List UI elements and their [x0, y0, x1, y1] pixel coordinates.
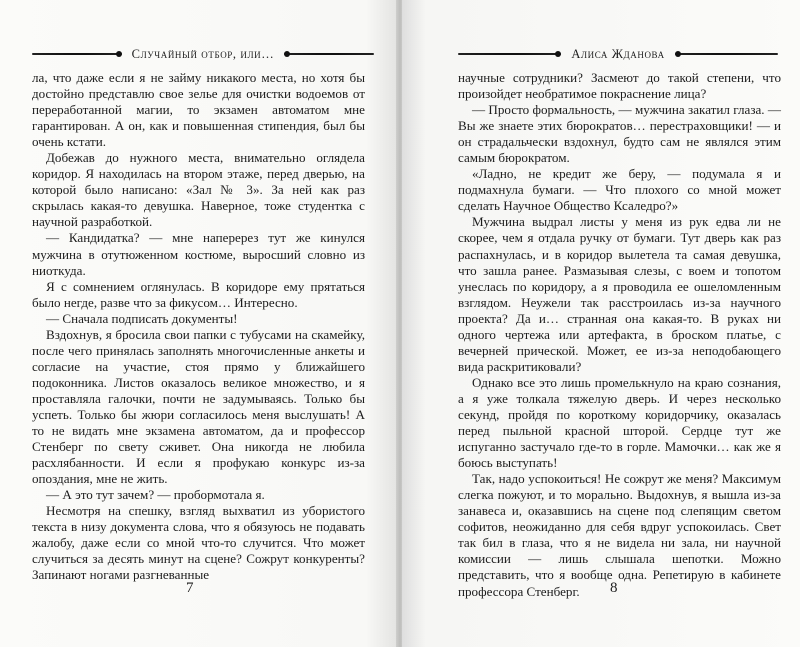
- header-ornament-right: [675, 51, 778, 57]
- paragraph: — А это тут зачем? — пробормотала я.: [46, 487, 265, 503]
- paragraph: научные сотрудники? Засмеют до такой степени, что произойдет необратимое покраснение лица?: [458, 70, 781, 102]
- paragraph: Мужчина выдрал листы у меня из рук едва ли не скорее, чем я отдала ручку от бумаги. Тут дверь как раз распахнулась, и в коридор вылетела та самая девушка, что зашла ранее. Размазывая слезы, с воем и топотом унеслась по коридору, а я проводила ее ошеломленным взглядом. Неужели так расстроилась из-за научного проекта? Да и… странная она какая-то. В руках ни одного чертежа или артефакта, в броском платье, с вечерней прической. Может, ее из-за неподобающего вида раскритиковали?: [458, 214, 781, 374]
- paragraph: Вздохнув, я бросила свои папки с тубусами на скамейку, после чего принялась заполнять многочисленные анкеты и согласие на участие, стоя прямо у ближайшего подоконника. Листов оказалось великое множество, и я проставляла галочки, почти не задумываясь. Только бы успеть. Только бы жюри согласилось меня выслушать! А то не видать мне экзамена автоматом, да и профессор Стенберг по свету сживет. Она никогда не любила расхлябанности. И если я профукаю конкурс из-за опоздания, мне не жить.: [32, 326, 365, 487]
- header-ornament-left: [458, 51, 561, 57]
- paragraph: — Просто формальность, — мужчина закатил глаза. — Вы же знаете этих бюрократов… перестраховщики! — и он страдальчески вздохнул, будто сам не являлся этим самым бюрократом.: [458, 102, 781, 166]
- paragraph: Добежав до нужного места, внимательно оглядела коридор. Я находилась на втором этаже, перед дверью, на которой было написано: «Зал № 3». За ней как раз скрылась какая-то девушка. Наверное, тоже студентка с научной разработкой.: [32, 150, 365, 230]
- page-number: 8: [610, 580, 618, 596]
- header-ornament-left: [32, 51, 122, 57]
- paragraph: Однако все это лишь промелькнуло на краю сознания, а я уже толкала тяжелую дверь. И через несколько секунд, пройдя по короткому коридорчику, оказалась перед пыльной красной шторой. Сердце тут же испуганно застучало где-то в горле. Мамочки… как же я боюсь выступать!: [458, 374, 781, 471]
- page-number: 7: [186, 580, 194, 596]
- body-text: [32, 70, 365, 584]
- paragraph: — Сначала подписать документы!: [46, 310, 238, 326]
- running-header: [458, 46, 778, 62]
- header-title: Алиса Жданова: [571, 46, 665, 61]
- paragraph: Несмотря на спешку, взгляд выхватил из убористого текста в низу документа слова, что я обязуюсь не подавать жалобу, даже если со мной что-то случится. Что может случиться за десять минут на сцене? Сожрут конкуренты? Запинают ногами разгневанные: [32, 503, 365, 583]
- paragraph: «Ладно, не кредит же беру, — подумала я и подмахнула бумаги. — Что плохого со мной может сделать Научное Общество Ксаледро?»: [458, 166, 781, 214]
- running-header: [32, 46, 374, 62]
- header-title: Случайный отбор, или…: [131, 46, 275, 61]
- left-page: [0, 0, 398, 647]
- body-text: [458, 70, 781, 600]
- paragraph: Так, надо успокоиться! Не сожрут же меня? Максимум слегка пожуют, и то морально. Выдохнув, я вышла из-за занавеса и, оказавшись на сцене под слепящим светом софитов, неожиданно для себя вдруг успокоилась. Свет так бил в глаза, что я не видела ни зала, ни научной комиссии — лишь слышала шепотки. Можно представить, что я вообще одна. Репетирую в кабинете профессора Стенберг.: [458, 471, 781, 599]
- paragraph: — Кандидатка? — мне наперерез тут же кинулся мужчина в отутюженном костюме, выросший словно из ниоткуда.: [32, 230, 365, 278]
- header-ornament-right: [284, 51, 374, 57]
- paragraph: Я с сомнением оглянулась. В коридоре ему прятаться было негде, разве что за фикусом… Интересно.: [32, 278, 365, 310]
- paragraph: ла, что даже если я не займу никакого места, но хотя бы достойно представлю свое зелье для очистки водоемов от переработанной магии, то экзамен автоматом мне гарантирован. А он, как и повышенная стипендия, был бы очень кстати.: [32, 70, 365, 150]
- right-page: [402, 0, 800, 647]
